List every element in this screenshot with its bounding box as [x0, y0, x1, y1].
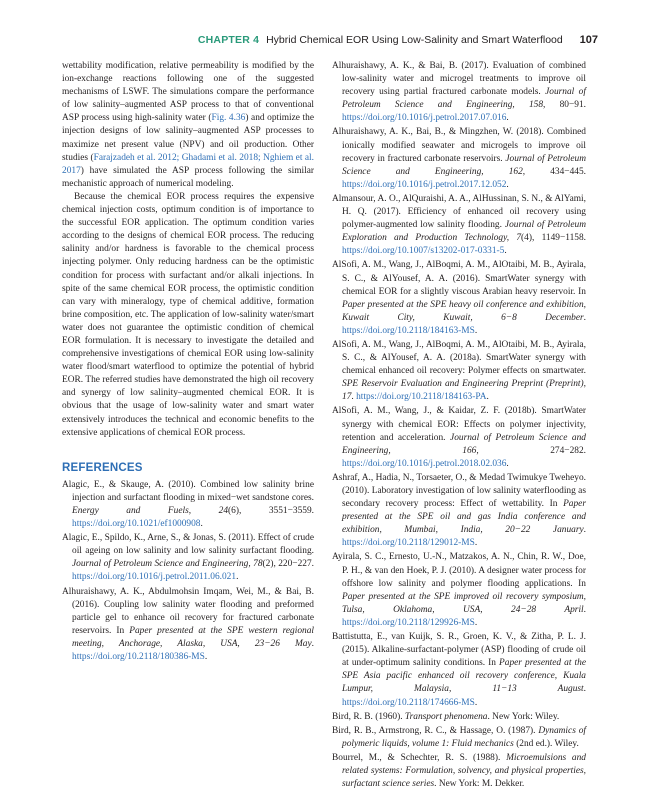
doi-link[interactable]: https://doi.org/10.1016/j.petrol.2017.07.016: [342, 113, 507, 124]
reference-entry: Ashraf, A., Hadia, N., Torsaeter, O., & Medad Twimukye Tweheyo. (2010). Laboratory investigation of low salinity waterflooding as secondary recovery process: Effect of wettability. In Paper presented at the SPE oil and gas India conference and exhibition, Mumbai, India, 20−22 January. https://doi.org/10.2118/129012-MS.: [332, 472, 586, 549]
doi-link[interactable]: https://doi.org/10.2118/180386-MS: [72, 652, 205, 663]
reference-entry: Bird, R. B. (1960). Transport phenomena. New York: Wiley.: [332, 711, 560, 722]
right-column: [332, 60, 586, 792]
doi-link[interactable]: https://doi.org/10.2118/184163-MS: [342, 325, 475, 336]
reference-entry: Alagic, E., Spildo, K., Arne, S., & Jonas, S. (2011). Effect of crude oil ageing on low salinity and low salinity surfactant flooding. Journal of Petroleum Science and Engineering, 78(2), 220−227. https://doi.org/10.1016/j.petrol.2011.06.021.: [62, 533, 314, 583]
doi-link[interactable]: https://doi.org/10.1021/ef1000908: [72, 519, 201, 530]
reference-entry: Alhuraishawy, A. K., Bai, B., & Mingzhen, W. (2018). Combined ionically modified seawater and microgels to improve oil recovery in fractured carbonate reservoirs. Journal of Petroleum Science and Engineering, 162, 434−445. https://doi.org/10.1016/j.petrol.2017.12.052.: [332, 127, 586, 190]
reference-entry: Ayirala, S. C., Ernesto, U.-N., Matzakos, A. N., Chin, R. W., Doe, P. H., & van den Hoek, P. J. (2010). A designer water process for offshore low salinity and polymer flooding applications. In Paper presented at the SPE improved oil recovery symposium, Tulsa, Oklahoma, USA, 24−28 April. https://doi.org/10.2118/129926-MS.: [332, 552, 586, 628]
doi-link[interactable]: https://doi.org/10.1016/j.petrol.2017.12.052: [342, 179, 507, 190]
reference-entry: Battistutta, E., van Kuijk, S. R., Groen, K. V., & Zitha, P. L. J. (2015). Alkaline-surfactant-polymer (ASP) flooding of crude oil at under-optimum salinity conditions. In Paper presented at the SPE Asia pacific enhanced oil recovery conference, Kuala Lumpur, Malaysia, 11−13 August. https://doi.org/10.2118/174666-MS.: [332, 632, 586, 708]
doi-link[interactable]: https://doi.org/10.2118/184163-PA: [356, 392, 487, 403]
references-list-right: [332, 60, 586, 791]
references-list-left: [62, 479, 314, 664]
chapter-label: CHAPTER 4: [197, 34, 260, 46]
running-header: [60, 34, 598, 46]
left-column: [62, 60, 314, 665]
reference-entry: Alhuraishawy, A. K., Abdulmohsin Imqam, Wei, M., & Bai, B. (2016). Coupling low salinity water flooding and preformed particle gel to enhance oil recovery for fractured carbonate reservoirs. In Paper presented at the SPE western regional meeting, Anchorage, Alaska, USA, 23−26 May. https://doi.org/10.2118/180386-MS.: [62, 586, 314, 663]
citation-link[interactable]: Farajzadeh et al. 2012; Ghadami et al. 2018; Nghiem et al. 2017: [62, 152, 314, 176]
reference-entry: AlSofi, A. M., Wang, J., AlBoqmi, A. M., AlOtaibi, M. B., Ayirala, S. C., & AlYousef, A. A. (2018a). SmartWater synergy with chemical enhanced oil recovery: Polymer effects on smartwater. SPE Reservoir Evaluation and Engineering Preprint (Preprint), 17. https://doi.org/10.2118/184163-PA.: [332, 339, 586, 403]
reference-entry: AlSofi, A. M., Wang, J., AlBoqmi, A. M., AlOtaibi, M. B., Ayirala, S. C., & AlYousef, A. A. (2016). SmartWater synergy with chemical EOR for a slightly viscous Arabian heavy reservoir. In Paper presented at the SPE heavy oil conference and exhibition, Kuwait City, Kuwait, 6−8 December. https://doi.org/10.2118/184163-MS.: [332, 260, 586, 336]
doi-link[interactable]: https://doi.org/10.2118/174666-MS: [342, 697, 475, 708]
page-number: 107: [579, 34, 598, 46]
doi-link[interactable]: https://doi.org/10.1007/s13202-017-0331-5: [342, 246, 505, 257]
doi-link[interactable]: https://doi.org/10.1016/j.petrol.2011.06.021: [72, 572, 237, 583]
reference-entry: Almansour, A. O., AlQuraishi, A. A., AlHussinan, S. N., & AlYami, H. Q. (2017). Efficiency of enhanced oil recovery using polymer-augmented low salinity flooding. Journal of Petroleum Exploration and Production Technology, 7(4), 1149−1158. https://doi.org/10.1007/s13202-017-0331-5.: [332, 193, 586, 257]
reference-entry: Alagic, E., & Skauge, A. (2010). Combined low salinity brine injection and surfactant flooding in mixed−wet sandstone cores. Energy and Fuels, 24(6), 3551−3559. https://doi.org/10.1021/ef1000908.: [62, 479, 314, 530]
doi-link[interactable]: https://doi.org/10.2118/129926-MS: [342, 617, 475, 628]
reference-entry: Bird, R. B., Armstrong, R. C., & Hassage, O. (1987). Dynamics of polymeric liquids, volume 1: Fluid mechanics (2nd ed.). Wiley.: [332, 725, 586, 749]
reference-entry: AlSofi, A. M., Wang, J., & Kaidar, Z. F. (2018b). SmartWater synergy with chemical EOR: Effects on polymer injectivity, retention and acceleration. Journal of Petroleum Science and Engineering, 166, 274−282. https://doi.org/10.1016/j.petrol.2018.02.036.: [332, 406, 586, 469]
doi-link[interactable]: https://doi.org/10.2118/129012-MS: [342, 538, 475, 549]
figure-link[interactable]: Fig. 4.36: [211, 113, 246, 124]
body-paragraph-1: wettability modification, relative permeability is modified by the ion-exchange reactions following one of the suggested mechanisms of LSWF. The simulations compare the performance of low salinity–augmented ASP process to that of conventional ASP process using high-salinity water (Fig. 4.36) and optimize the injection designs of low salinity–augmented ASP processes to maximize net present value (NPV) and oil production. Other studies (Farajzadeh et al. 2012; Ghadami et al. 2018; Nghiem et al. 2017) have simulated the ASP process following the similar mechanistic approach of numerical modeling.: [62, 61, 314, 189]
body-paragraph-2: Because the chemical EOR process requires the expensive chemical injection costs, optimum condition is of importance to the successful EOR application. The optimum condition varies according to the designs of chemical EOR process. The reducing salinity and/or hardness is favorable to the chemical process injecting polymer. Only reducing hardness can be the optimistic condition for process with surfactant and/or alkali injections. In spite of the same chemical EOR process, the optimistic condition can vary with mineralogy, type of chemical additive, formation brine composition, etc. The application of low-salinity water/smart water does not guarantee the optimistic condition of chemical EOR formulation. It is necessary to investigate the detailed and comprehensive investigations of chemical EOR using low-salinity water flood/smart waterflood to optimize the potential of hybrid EOR. The referred studies have demonstrated the high oil recovery and synergy of low salinity–augmented chemical EOR. It is obvious that the usage of low-salinity water and smart water extensively introduces the technical and economic benefits to the extensive applications of chemical EOR process.: [62, 191, 314, 438]
reference-entry: Alhuraishawy, A. K., & Bai, B. (2017). Evaluation of combined low-salinity water and microgel treatments to improve oil recovery using partial fractured carbonate models. Journal of Petroleum Science and Engineering, 158, 80−91. https://doi.org/10.1016/j.petrol.2017.07.016.: [332, 61, 586, 124]
chapter-title: Hybrid Chemical EOR Using Low-Salinity and Smart Waterflood: [266, 34, 563, 46]
doi-link[interactable]: https://doi.org/10.1016/j.petrol.2018.02.036: [342, 458, 507, 469]
reference-entry: Bourrel, M., & Schechter, R. S. (1988). Microemulsions and related systems: Formulation, solvency, and physical properties, surfactant science series. New York: M. Dekker.: [332, 752, 586, 790]
references-heading: REFERENCES: [62, 461, 143, 474]
